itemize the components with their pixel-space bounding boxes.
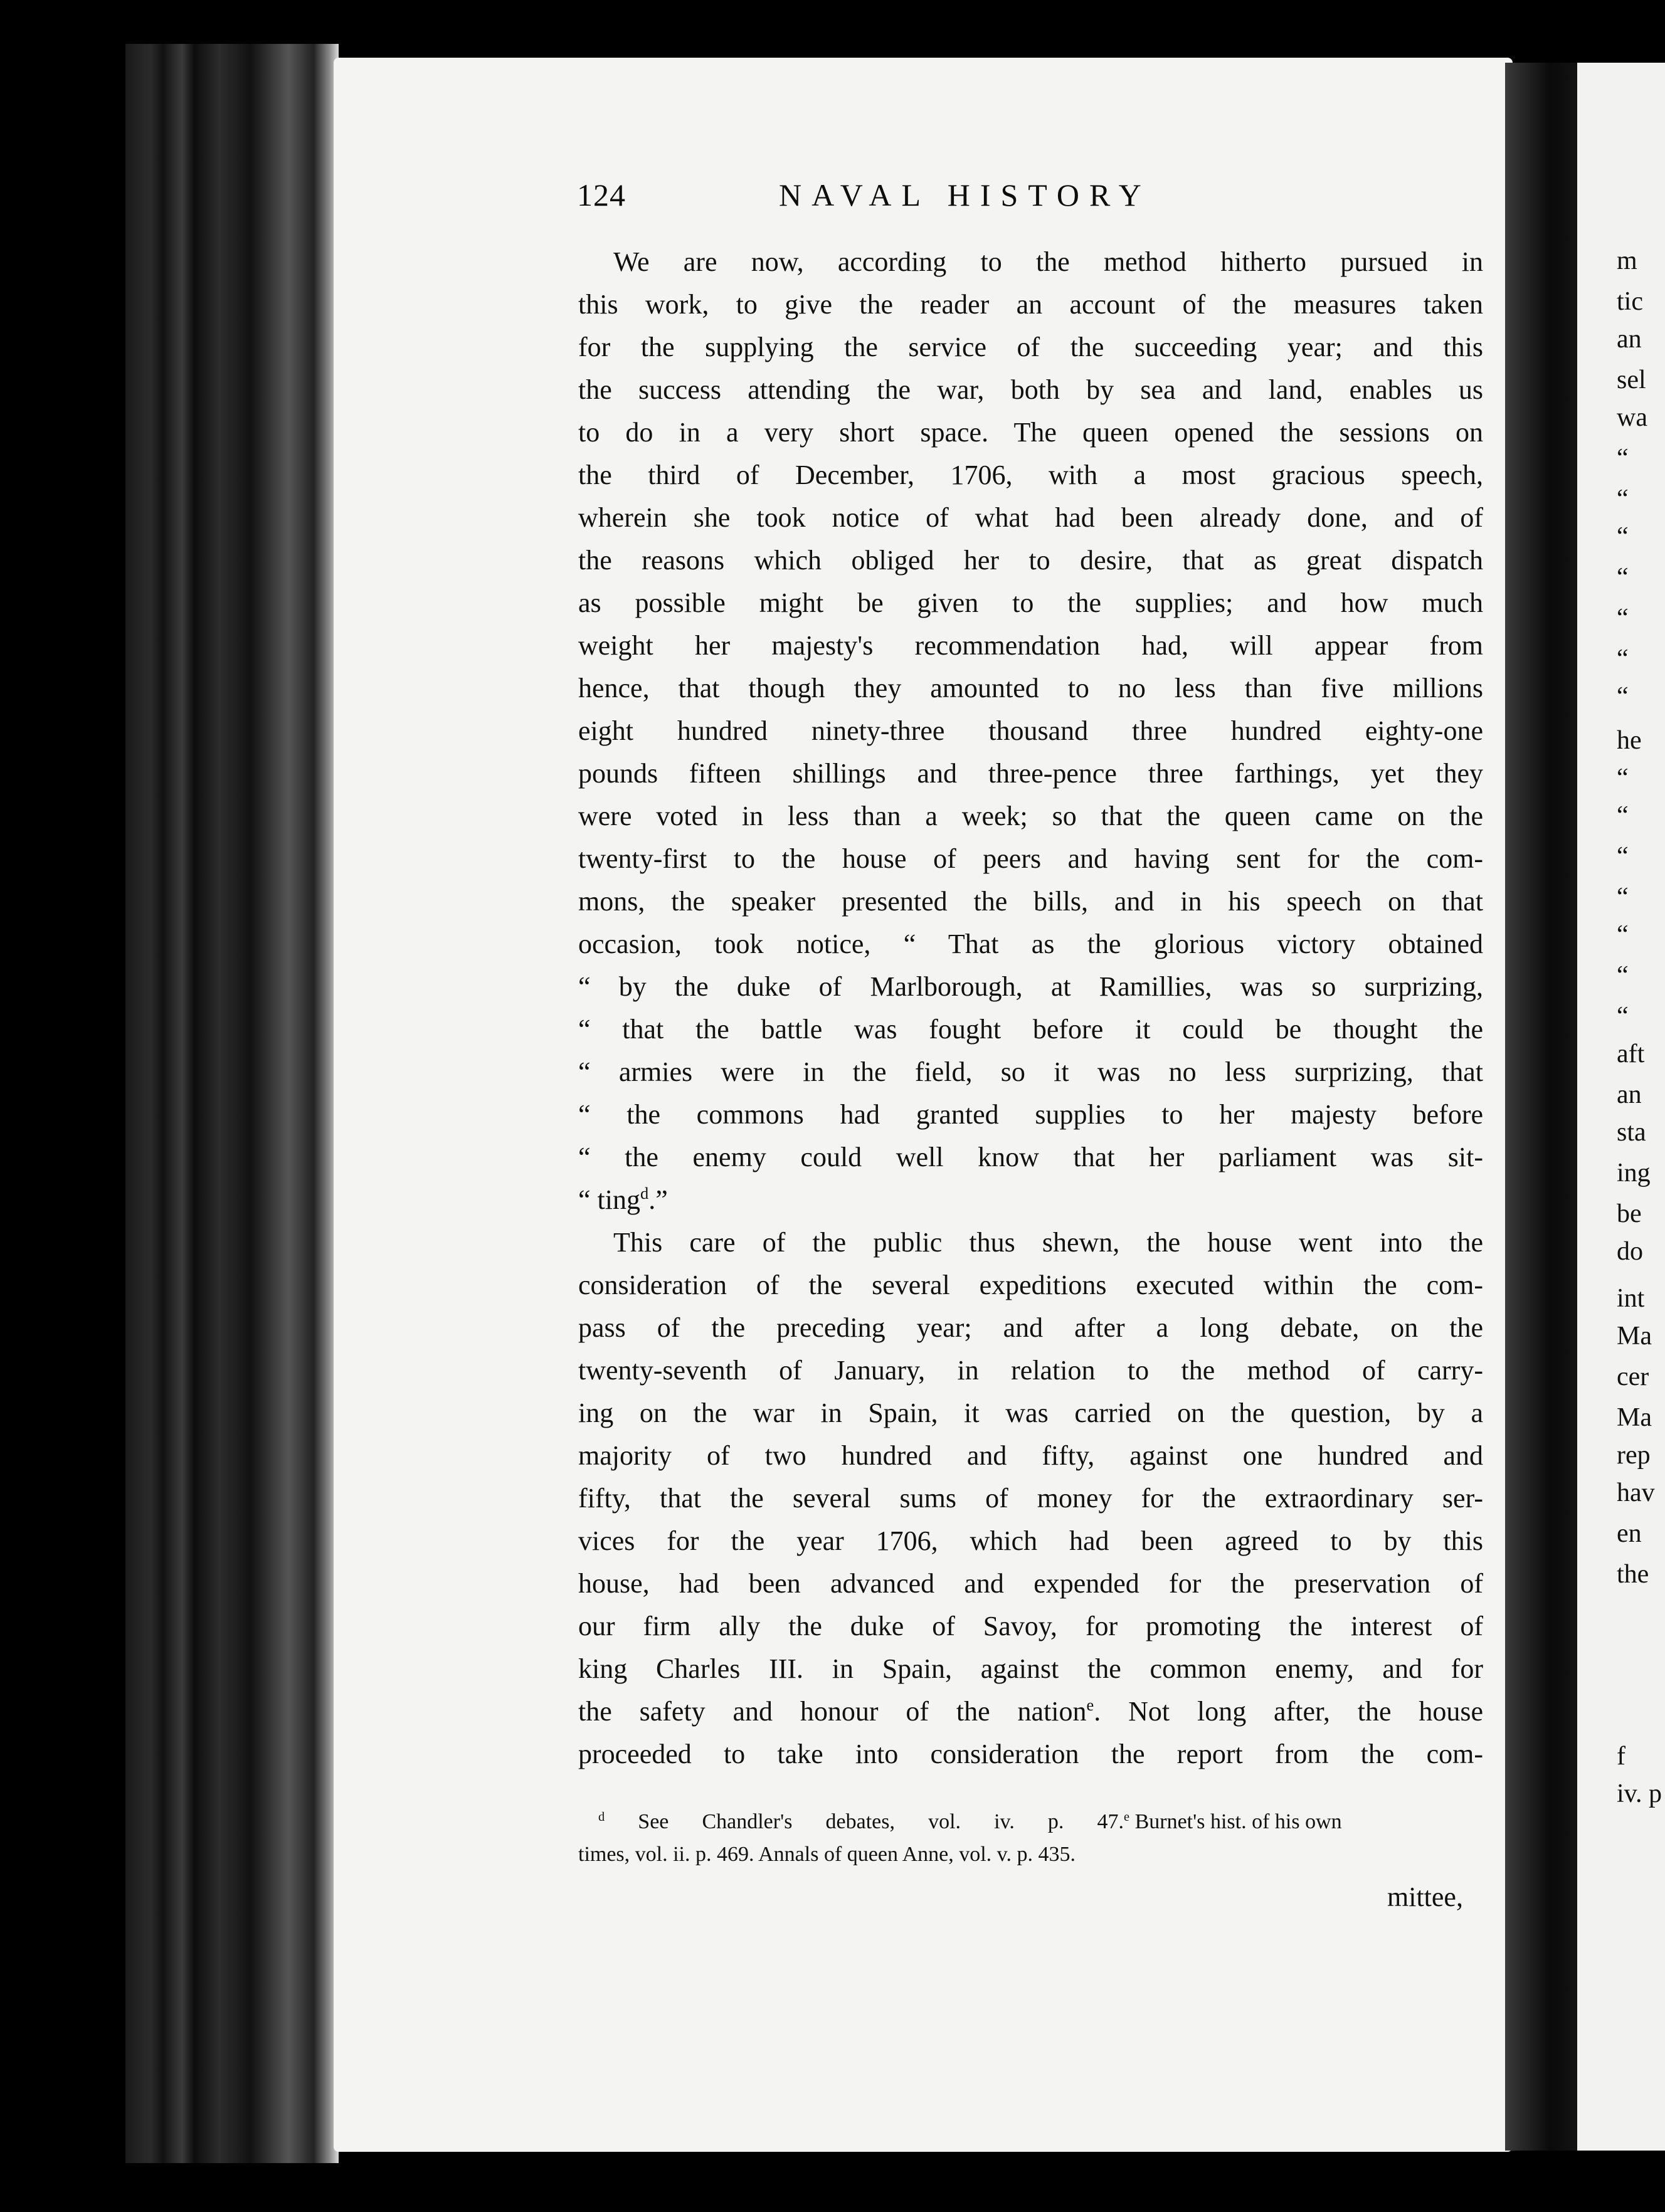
footnote-d: $^d$ See Chandler's debates, vol. iv. p. 47. (598, 1809, 1124, 1833)
footnotes (578, 1806, 1483, 1871)
facing-page-fragment: en (1617, 1519, 1642, 1548)
facing-page-fragment: the (1617, 1560, 1649, 1589)
facing-page-fragment: aft (1617, 1040, 1645, 1068)
text-line: fifty, that the several sums of money for the extraordinary ser- (578, 1483, 1483, 1514)
text-line: We are now, according to the method hitherto pursued in (613, 246, 1483, 277)
facing-page-fragment: “ (1617, 485, 1629, 514)
facing-page-fragment: sel (1617, 366, 1646, 394)
text-line: mons, the speaker presented the bills, and in his speech on that (578, 886, 1483, 917)
facing-page-fragment: f (1617, 1742, 1625, 1771)
text-line: the success attending the war, both by sea and land, enables us (578, 374, 1483, 405)
text-line: king Charles III. in Spain, against the common enemy, and for (578, 1653, 1483, 1684)
facing-page-fragment: m (1617, 246, 1637, 275)
text-line: the third of December, 1706, with a most gracious speech, (578, 460, 1483, 490)
text-line: this work, to give the reader an account of the measures taken (578, 289, 1483, 320)
text-line: pounds fifteen shillings and three-pence three farthings, yet they (578, 758, 1483, 789)
text-line: our firm ally the duke of Savoy, for promoting the interest of (578, 1611, 1483, 1641)
facing-page-fragment: wa (1617, 403, 1647, 432)
text-line: “ the commons had granted supplies to her majesty before (578, 1099, 1483, 1130)
text-line: occasion, took notice, “ That as the glorious victory obtained (578, 929, 1483, 959)
paragraph-2 (578, 1221, 1483, 1690)
facing-page-fragment: be (1617, 1199, 1642, 1228)
text-line: “ that the battle was fought before it could be thought the (578, 1014, 1483, 1045)
facing-page-fragment: he (1617, 726, 1642, 755)
facing-page-fragment: “ (1617, 764, 1629, 793)
text-line: the reasons which obliged her to desire, that as great dispatch (578, 545, 1483, 576)
facing-page-fragment: “ (1617, 682, 1629, 711)
text-line: This care of the public thus shewn, the house went into the (613, 1227, 1483, 1258)
facing-page-fragment: ing (1617, 1159, 1651, 1188)
text-line: “ by the duke of Marlborough, at Ramillies, was so surprizing, (578, 971, 1483, 1002)
page-header (577, 177, 1505, 221)
facing-page-fragment: “ (1617, 563, 1629, 592)
facing-page-fragment: “ (1617, 842, 1629, 871)
facing-page-fragment: cer (1617, 1362, 1649, 1391)
text-line: the safety and honour of the nation$^e$. Not long after, the house (578, 1695, 1483, 1727)
facing-page-fragment: “ (1617, 444, 1629, 473)
facing-page-fragment: int (1617, 1284, 1645, 1313)
facing-page-fragment: do (1617, 1237, 1643, 1266)
text-line: consideration of the several expeditions executed within the com- (578, 1270, 1483, 1300)
footnote-e: $^e$ Burnet's hist. of his own (1124, 1809, 1342, 1833)
facing-page-fragment: Ma (1617, 1403, 1652, 1432)
facing-page-fragment: Ma (1617, 1322, 1652, 1351)
text-line: to do in a very short space. The queen opened the sessions on (578, 417, 1483, 448)
text-line: ing on the war in Spain, it was carried on the question, by a (578, 1398, 1483, 1428)
facing-page-fragment: “ (1617, 522, 1629, 551)
facing-page-fragment: an (1617, 325, 1642, 354)
text-line: for the supplying the service of the succeeding year; and this (578, 332, 1483, 362)
text-line: weight her majesty's recommendation had, will appear from (578, 630, 1483, 661)
page-number: 124 (577, 177, 626, 213)
text-line: eight hundred ninety-three thousand three hundred eighty-one (578, 715, 1483, 746)
page-edges-left (125, 44, 339, 2163)
book-gutter (1505, 63, 1580, 2151)
facing-page-fragment: “ (1617, 883, 1629, 912)
text-line: house, had been advanced and expended for the preservation of (578, 1568, 1483, 1599)
text-line: were voted in less than a week; so that the queen came on the (578, 801, 1483, 831)
footnote-line-2: times, vol. ii. p. 469. Annals of queen Anne, vol. v. p. 435. (578, 1843, 1076, 1866)
body-text (578, 241, 1483, 1776)
paragraph-1-end (578, 1179, 1483, 1221)
text-line: proceeded to take into consideration the report from the com- (578, 1739, 1483, 1769)
text-line: “ armies were in the field, so it was no less surprizing, that (578, 1056, 1483, 1087)
paragraph-1 (578, 241, 1483, 1179)
facing-page-fragment: “ (1617, 1002, 1629, 1031)
footnote-ref-d: d (640, 1184, 649, 1203)
facing-page-fragment: rep (1617, 1441, 1651, 1470)
text-line: wherein she took notice of what had been already done, and of (578, 502, 1483, 533)
text-line: pass of the preceding year; and after a long debate, on the (578, 1312, 1483, 1343)
text-line: “ the enemy could well know that her parliament was sit- (578, 1142, 1483, 1172)
text-line: “ ting$^d$.” (578, 1184, 668, 1215)
text-line: twenty-first to the house of peers and having sent for the com- (578, 843, 1483, 874)
facing-page-fragment: an (1617, 1080, 1642, 1109)
facing-page-fragment: hav (1617, 1478, 1655, 1507)
text-line: majority of two hundred and fifty, against one hundred and (578, 1440, 1483, 1471)
facing-page-fragment: “ (1617, 645, 1629, 673)
text-line: twenty-seventh of January, in relation to the method of carry- (578, 1355, 1483, 1386)
facing-page-fragment: “ (1617, 961, 1629, 990)
facing-page-fragment: “ (1617, 604, 1629, 633)
catchword: mittee, (1387, 1882, 1463, 1912)
footnote-ref-e: e (1086, 1695, 1094, 1715)
facing-page-fragment: tic (1617, 287, 1643, 316)
facing-page-fragment: “ (1617, 920, 1629, 949)
text-line: as possible might be given to the supplies; and how much (578, 587, 1483, 618)
text-line: hence, that though they amounted to no less than five millions (578, 673, 1483, 703)
facing-page-fragment: iv. p (1617, 1779, 1662, 1808)
footnote-line-1 (578, 1806, 1483, 1838)
running-title: NAVAL HISTORY (779, 177, 1151, 213)
facing-page-fragment: sta (1617, 1118, 1646, 1147)
paragraph-2-end (578, 1690, 1483, 1776)
facing-page-fragment: “ (1617, 801, 1629, 830)
text-line: vices for the year 1706, which had been agreed to by this (578, 1525, 1483, 1556)
